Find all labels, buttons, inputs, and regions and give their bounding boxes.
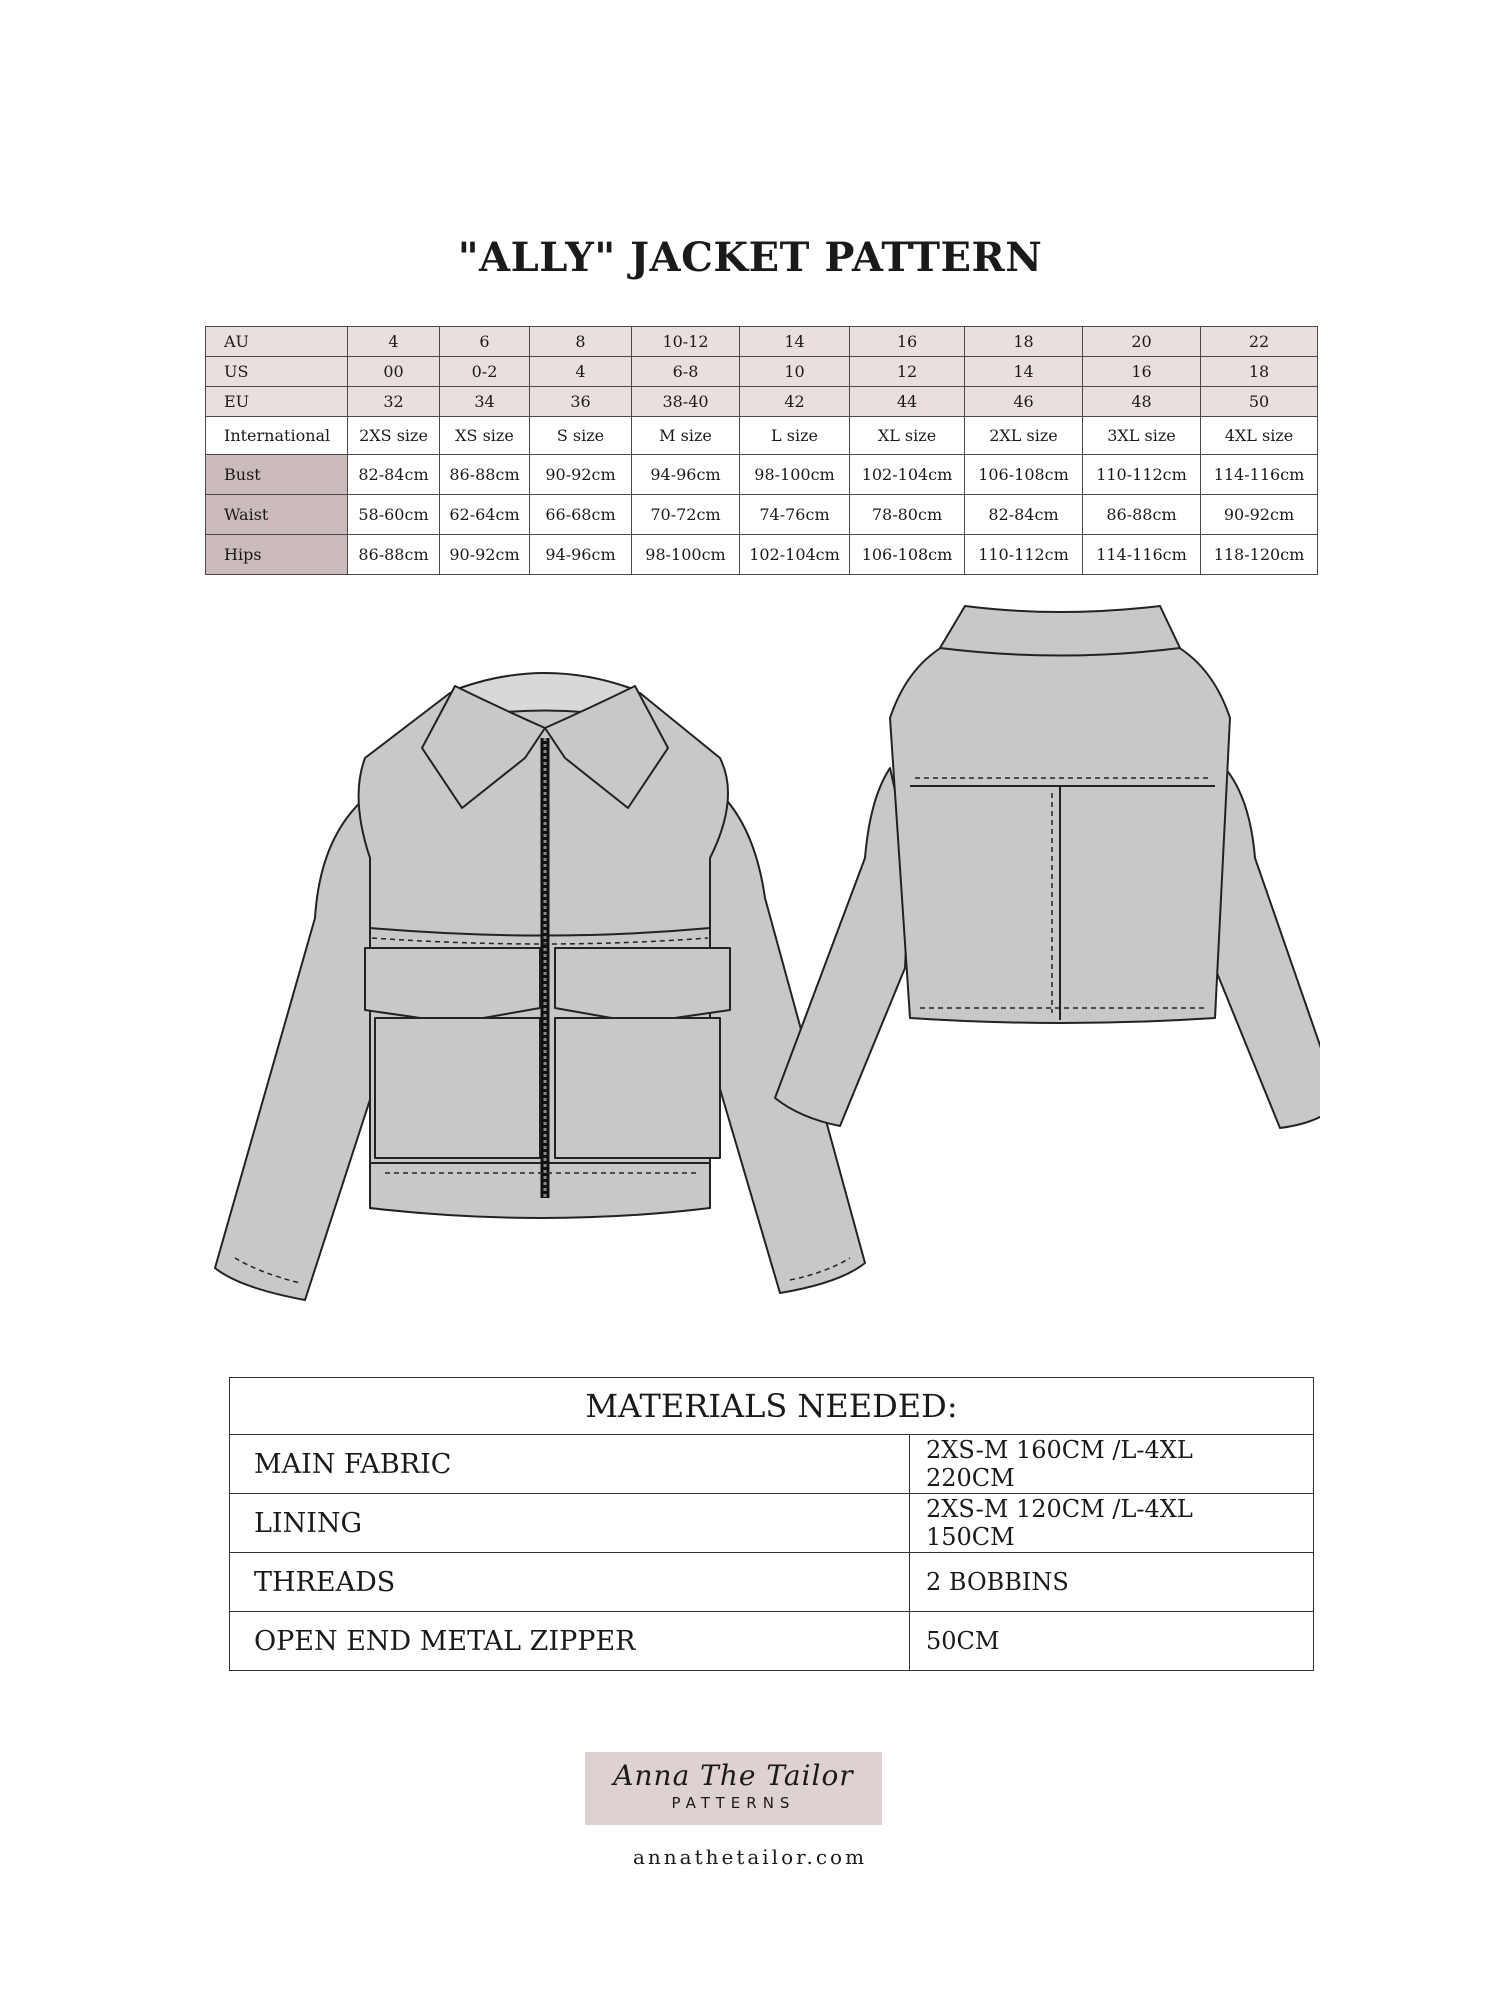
size-row — [206, 387, 1318, 417]
size-row — [206, 495, 1318, 535]
jacket-illustration — [200, 598, 1320, 1318]
size-cell: 48 — [1083, 387, 1201, 417]
size-cell: 114-116cm — [1201, 455, 1318, 495]
size-cell: 4 — [348, 327, 440, 357]
size-cell: 86-88cm — [1083, 495, 1201, 535]
size-cell: 18 — [965, 327, 1083, 357]
size-cell: 10 — [740, 357, 850, 387]
size-cell: 2XS size — [348, 417, 440, 455]
size-cell: 82-84cm — [965, 495, 1083, 535]
size-cell: 62-64cm — [440, 495, 530, 535]
size-cell: 38-40 — [632, 387, 740, 417]
material-name: THREADS — [230, 1553, 910, 1612]
material-value: 50CM — [910, 1612, 1314, 1671]
size-row — [206, 357, 1318, 387]
size-row-label: EU — [206, 387, 348, 417]
size-cell: 82-84cm — [348, 455, 440, 495]
size-cell: S size — [530, 417, 632, 455]
size-cell: 102-104cm — [850, 455, 965, 495]
size-cell: 106-108cm — [850, 535, 965, 575]
size-cell: 98-100cm — [632, 535, 740, 575]
size-cell: 6 — [440, 327, 530, 357]
size-cell: 90-92cm — [530, 455, 632, 495]
size-row — [206, 417, 1318, 455]
size-cell: 46 — [965, 387, 1083, 417]
materials-row — [230, 1612, 1314, 1671]
size-cell: 18 — [1201, 357, 1318, 387]
size-cell: 86-88cm — [440, 455, 530, 495]
page-title: "ALLY" JACKET PATTERN — [457, 234, 1043, 281]
size-cell: 16 — [1083, 357, 1201, 387]
size-cell: 74-76cm — [740, 495, 850, 535]
size-cell: 94-96cm — [632, 455, 740, 495]
size-row — [206, 455, 1318, 495]
brand-sub: PATTERNS — [671, 1794, 796, 1812]
size-row-label: AU — [206, 327, 348, 357]
size-cell: 36 — [530, 387, 632, 417]
size-cell: 10-12 — [632, 327, 740, 357]
jacket-front-drawing — [215, 673, 865, 1300]
materials-row — [230, 1435, 1314, 1494]
size-cell: 3XL size — [1083, 417, 1201, 455]
materials-heading: MATERIALS NEEDED: — [230, 1378, 1314, 1435]
size-cell: 44 — [850, 387, 965, 417]
size-cell: 8 — [530, 327, 632, 357]
materials-row — [230, 1494, 1314, 1553]
size-cell: 32 — [348, 387, 440, 417]
size-cell: 90-92cm — [1201, 495, 1318, 535]
size-cell: 70-72cm — [632, 495, 740, 535]
size-row — [206, 535, 1318, 575]
size-cell: 102-104cm — [740, 535, 850, 575]
size-cell: L size — [740, 417, 850, 455]
size-chart-table — [205, 326, 1318, 575]
size-cell: 110-112cm — [965, 535, 1083, 575]
size-cell: 34 — [440, 387, 530, 417]
brand-script: Anna The Tailor — [613, 1759, 854, 1792]
material-value: 2 BOBBINS — [910, 1553, 1314, 1612]
size-cell: 114-116cm — [1083, 535, 1201, 575]
materials-table — [229, 1377, 1314, 1671]
size-cell: 12 — [850, 357, 965, 387]
material-value: 2XS-M 120CM /L-4XL 150CM — [910, 1494, 1314, 1553]
size-cell: 4 — [530, 357, 632, 387]
size-cell: XL size — [850, 417, 965, 455]
size-row-label: Hips — [206, 535, 348, 575]
size-cell: M size — [632, 417, 740, 455]
size-cell: 14 — [740, 327, 850, 357]
size-cell: 118-120cm — [1201, 535, 1318, 575]
size-cell: XS size — [440, 417, 530, 455]
size-row-label: Waist — [206, 495, 348, 535]
size-cell: 78-80cm — [850, 495, 965, 535]
material-name: LINING — [230, 1494, 910, 1553]
materials-row — [230, 1553, 1314, 1612]
size-cell: 86-88cm — [348, 535, 440, 575]
size-cell: 94-96cm — [530, 535, 632, 575]
jacket-back-drawing — [775, 606, 1320, 1128]
size-cell: 98-100cm — [740, 455, 850, 495]
size-cell: 50 — [1201, 387, 1318, 417]
size-cell: 22 — [1201, 327, 1318, 357]
size-cell: 00 — [348, 357, 440, 387]
size-row-label: Bust — [206, 455, 348, 495]
size-cell: 20 — [1083, 327, 1201, 357]
size-cell: 4XL size — [1201, 417, 1318, 455]
material-name: MAIN FABRIC — [230, 1435, 910, 1494]
size-cell: 58-60cm — [348, 495, 440, 535]
website-link[interactable]: annathetailor.com — [632, 1845, 868, 1869]
size-cell: 0-2 — [440, 357, 530, 387]
size-row-label: US — [206, 357, 348, 387]
size-row-label: International — [206, 417, 348, 455]
size-cell: 66-68cm — [530, 495, 632, 535]
size-cell: 16 — [850, 327, 965, 357]
material-name: OPEN END METAL ZIPPER — [230, 1612, 910, 1671]
size-cell: 106-108cm — [965, 455, 1083, 495]
size-cell: 110-112cm — [1083, 455, 1201, 495]
size-row — [206, 327, 1318, 357]
brand-logo — [585, 1752, 882, 1825]
size-cell: 6-8 — [632, 357, 740, 387]
size-cell: 42 — [740, 387, 850, 417]
size-cell: 90-92cm — [440, 535, 530, 575]
size-cell: 2XL size — [965, 417, 1083, 455]
size-cell: 14 — [965, 357, 1083, 387]
material-value: 2XS-M 160CM /L-4XL 220CM — [910, 1435, 1314, 1494]
